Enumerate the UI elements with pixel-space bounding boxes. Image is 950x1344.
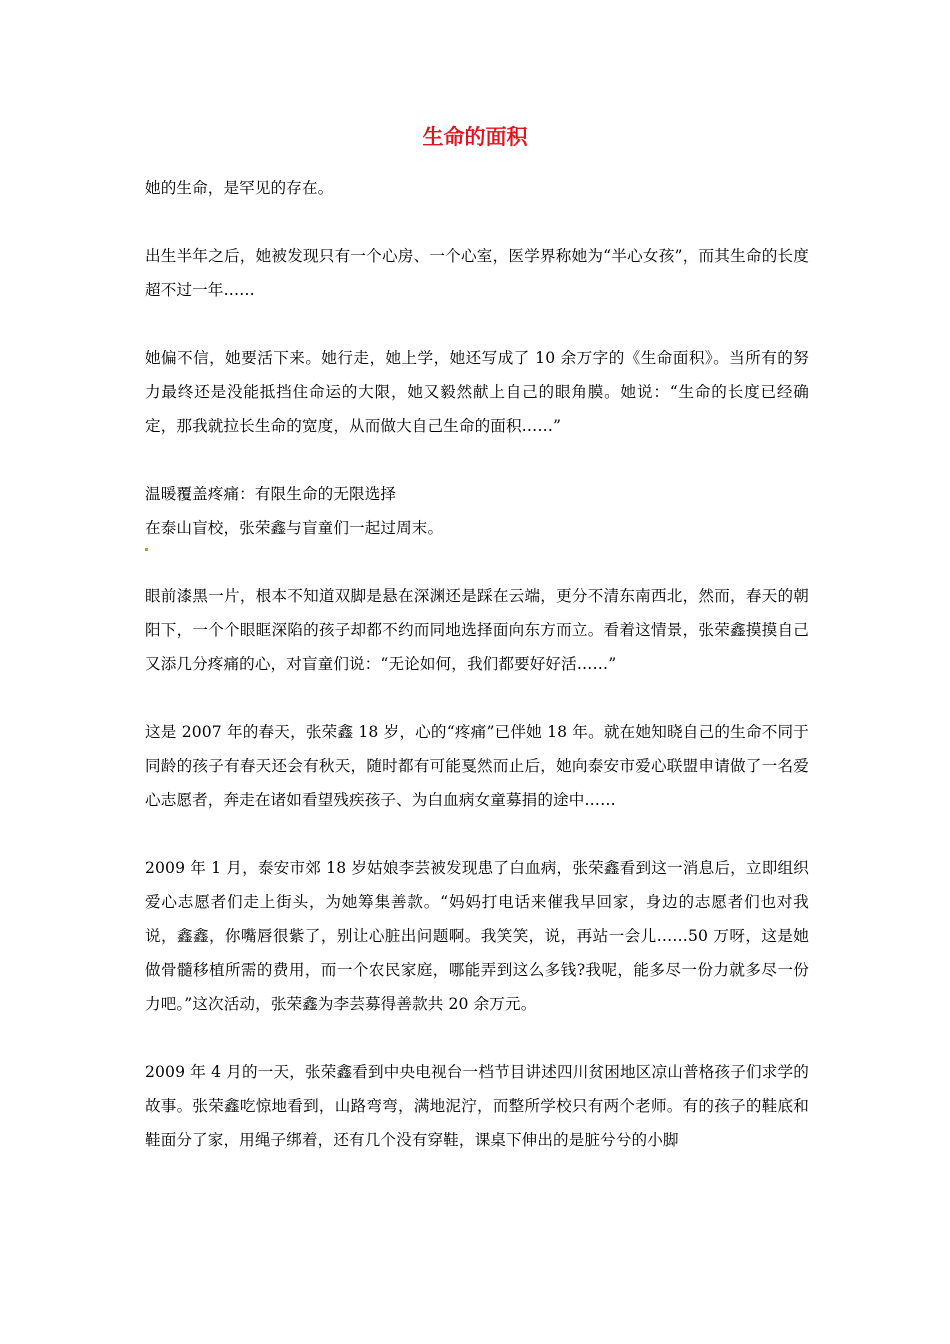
stray-mark (145, 547, 148, 579)
paragraph-gap (145, 443, 809, 477)
paragraph: 2009 年 4 月的一天，张荣鑫看到中央电视台一档节目讲述四川贫困地区凉山普格孩子们求学的故事。张荣鑫吃惊地看到，山路弯弯，满地泥泞，而整所学校只有两个老师。有的孩子的鞋底和鞋面分了家，用绳子绑着，还有几个没有穿鞋，课桌下伸出的是脏兮兮的小脚 (145, 1063, 809, 1149)
paragraph: 她偏不信，她要活下来。她行走，她上学，她还写成了 10 余万字的《生命面积》。当所有的努力最终还是没能抵挡住命运的大限，她又毅然献上自己的眼角膜。她说：“生命的长度已经确定，那我就拉长生命的宽度，从而做大自己生命的面积……” (145, 349, 809, 435)
paragraph-gap (145, 205, 809, 239)
document-body (145, 171, 809, 1157)
paragraph: 这是 2007 年的春天，张荣鑫 18 岁，心的“疼痛”已伴她 18 年。就在她知晓自己的生命不同于同龄的孩子有春天还会有秋天，随时都有可能戛然而止后，她向泰安市爱心联盟申请做了一名爱心志愿者，奔走在诸如看望残疾孩子、为白血病女童募捐的途中…… (145, 723, 809, 809)
paragraph: 2009 年 1 月，泰安市郊 18 岁姑娘李芸被发现患了白血病，张荣鑫看到这一消息后，立即组织爱心志愿者们走上街头，为她筹集善款。“妈妈打电话来催我早回家，身边的志愿者们也对我说，鑫鑫，你嘴唇很紫了，别让心脏出问题啊。我笑笑，说，再站一会儿……50 万呀，这是她做骨髓移植所需的费用，而一个农民家庭，哪能弄到这么多钱?我呢，能多尽一份力就多尽一份力吧。”这次活动，张荣鑫为李芸募得善款共 20 余万元。 (145, 859, 809, 1013)
section-heading: 温暖覆盖疼痛：有限生命的无限选择 (145, 485, 397, 503)
paragraph-gap (145, 307, 809, 341)
paragraph: 出生半年之后，她被发现只有一个心房、一个心室，医学界称她为“半心女孩”，而其生命的长度超不过一年…… (145, 247, 809, 299)
document-title: 生命的面积 (422, 125, 528, 149)
paragraph-gap (145, 817, 809, 851)
paragraph: 她的生命，是罕见的存在。 (145, 179, 334, 197)
paragraph: 在泰山盲校，张荣鑫与盲童们一起过周末。 (145, 519, 444, 537)
paragraph-gap (145, 681, 809, 715)
paragraph-gap (145, 1021, 809, 1055)
paragraph: 眼前漆黑一片，根本不知道双脚是悬在深渊还是踩在云端，更分不清东南西北，然而，春天的朝阳下，一个个眼眶深陷的孩子却都不约而同地选择面向东方而立。看着这情景，张荣鑫摸摸自己又添几分疼痛的心，对盲童们说：“无论如何，我们都要好好活……” (145, 587, 809, 673)
